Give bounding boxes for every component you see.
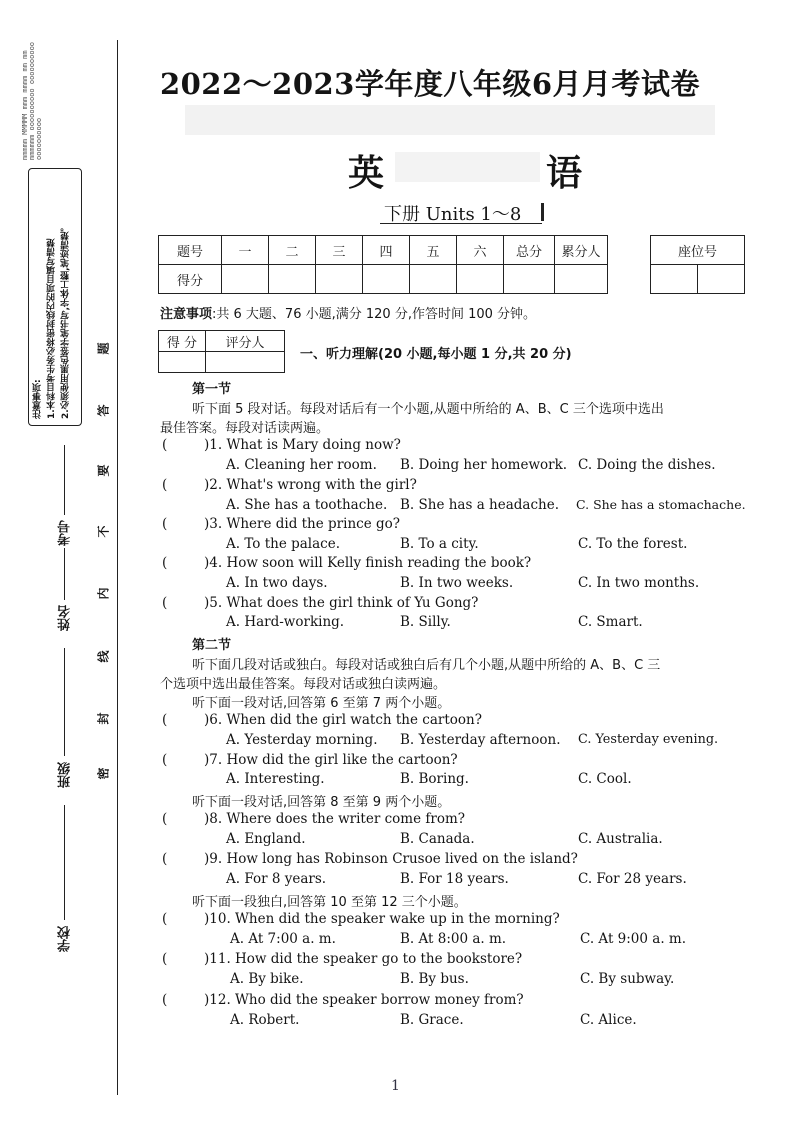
grader-score-label: 得 分 (159, 331, 206, 352)
score-input-cell[interactable] (410, 265, 457, 294)
score-cell: 五 (410, 236, 457, 265)
question-10: )10. When did the speaker wake up in the morning? (204, 911, 560, 927)
binding-line (117, 40, 118, 1095)
option-a: A. Hard-working. (226, 614, 345, 630)
subject-shade (395, 152, 540, 182)
score-cell: 二 (269, 236, 316, 265)
answer-paren[interactable]: ( (162, 851, 168, 867)
option-b: B. In two weeks. (400, 575, 514, 591)
option-a: A. England. (226, 831, 306, 847)
grader-table (158, 330, 285, 373)
volume-underline (380, 223, 542, 224)
id-label: 考号 (58, 520, 73, 546)
score-input-cell[interactable] (222, 265, 269, 294)
page-number: 1 (391, 1078, 400, 1094)
answer-paren[interactable]: ( (162, 992, 168, 1008)
question-3: )3. Where did the prince go? (204, 516, 400, 532)
option-c: C. For 28 years. (578, 871, 687, 887)
option-a: A. For 8 years. (226, 871, 327, 887)
intro-10-12: 听下面一段独白,回答第 10 至第 12 三个小题。 (192, 895, 467, 910)
option-c: C. By subway. (580, 971, 675, 987)
option-c: C. Australia. (578, 831, 663, 847)
option-b: B. Yesterday afternoon. (400, 732, 561, 748)
score-input-cell[interactable] (457, 265, 504, 294)
binding-notice-text (31, 175, 79, 419)
score-input-cell[interactable] (504, 265, 555, 294)
option-a: A. Robert. (230, 1012, 300, 1028)
score-cell: 一 (222, 236, 269, 265)
score-input-cell[interactable] (269, 265, 316, 294)
exam-notice-prefix: 注意事项 (160, 307, 213, 322)
class-label: 班级 (58, 762, 73, 788)
option-b: B. For 18 years. (400, 871, 509, 887)
school-label: 学校 (58, 926, 73, 952)
option-c: C. At 9:00 a. m. (580, 931, 686, 947)
score-input-cell[interactable] (555, 265, 608, 294)
option-a: A. To the palace. (226, 536, 341, 552)
answer-paren[interactable]: ( (162, 811, 168, 827)
score-input-cell[interactable] (363, 265, 410, 294)
score-cell: 三 (316, 236, 363, 265)
subject-char-2: 语 (546, 152, 583, 194)
grader-name-cell[interactable] (206, 352, 285, 373)
question-2: )2. What's wrong with the girl? (204, 477, 417, 493)
part1-instruction-1: 听下面 5 段对话。每段对话后有一个小题,从题中所给的 A、B、C 三个选项中选出 (192, 402, 664, 417)
score-table (158, 235, 608, 294)
option-a: A. Yesterday morning. (226, 732, 378, 748)
answer-paren[interactable]: ( (162, 516, 168, 532)
answer-paren[interactable]: ( (162, 712, 168, 728)
option-b: B. By bus. (400, 971, 469, 987)
name-label: 姓名 (58, 605, 73, 631)
binding-notice-box (28, 168, 82, 426)
answer-paren[interactable]: ( (162, 911, 168, 927)
option-c: C. Smart. (578, 614, 643, 630)
binding-notice-title: 注意事项: (33, 379, 43, 419)
part2-instruction-1: 听下面几段对话或独白。每段对话或独白后有几个小题,从题中所给的 A、B、C 三 (192, 658, 661, 673)
answer-paren[interactable]: ( (162, 555, 168, 571)
score-cell: 总分 (504, 236, 555, 265)
option-c: C. Alice. (580, 1012, 637, 1028)
score-table-score-row (159, 265, 608, 294)
id-field[interactable] (64, 445, 65, 515)
question-5: )5. What does the girl think of Yu Gong? (204, 595, 479, 611)
option-a: A. Interesting. (226, 771, 325, 787)
option-c: C. Cool. (578, 771, 632, 787)
score-cell: 六 (457, 236, 504, 265)
class-field[interactable] (64, 648, 65, 756)
subject-char-1: 英 (348, 152, 385, 194)
question-4: )4. How soon will Kelly finish reading the book? (204, 555, 532, 571)
grader-label: 评分人 (206, 331, 285, 352)
option-a: A. She has a toothache. (226, 497, 388, 513)
part1-instruction-2: 最佳答案。每段对话读两遍。 (160, 421, 330, 436)
binding-notice-2: 2.必须使用黑色签字笔书写,字体工整,笔迹清楚。 (61, 222, 71, 419)
question-8: )8. Where does the writer come from? (204, 811, 465, 827)
option-c: C. Doing the dishes. (578, 457, 716, 473)
seal-char: 线 (96, 650, 111, 663)
option-b: B. Boring. (400, 771, 469, 787)
seat-number-label: 座位号 (651, 236, 745, 265)
score-input-cell[interactable] (316, 265, 363, 294)
section-title: 一、听力理解(20 小题,每小题 1 分,共 20 分) (300, 347, 572, 362)
option-b: B. She has a headache. (400, 497, 559, 513)
question-7: )7. How did the girl like the cartoon? (204, 752, 458, 768)
binding-notice-1: 1.本科目考生务必将密封线内的项目填写清楚 (47, 238, 57, 419)
seal-char: 要 (96, 464, 111, 477)
answer-paren[interactable]: ( (162, 951, 168, 967)
binding-marks: mmmmm MMMMM mmm mmmm mm mm mmmmmm oooooooooo oooooooooo oooooooooo (21, 41, 43, 160)
option-c: C. To the forest. (578, 536, 688, 552)
score-cell: 题号 (159, 236, 222, 265)
option-b: B. To a city. (400, 536, 479, 552)
answer-paren[interactable]: ( (162, 437, 168, 453)
school-field[interactable] (64, 805, 65, 920)
title-shade (185, 105, 715, 135)
option-c: C. In two months. (578, 575, 700, 591)
option-a: A. In two days. (226, 575, 328, 591)
exam-title: 2022～2023学年度八年级6月月考试卷 (159, 67, 701, 101)
intro-8-9: 听下面一段对话,回答第 8 至第 9 两个小题。 (192, 795, 451, 810)
seal-char: 不 (96, 525, 111, 538)
question-12: )12. Who did the speaker borrow money from? (204, 992, 524, 1008)
seal-char: 封 (96, 712, 111, 725)
question-9: )9. How long has Robinson Crusoe lived on the island? (204, 851, 578, 867)
option-a: A. Cleaning her room. (226, 457, 377, 473)
question-1: )1. What is Mary doing now? (204, 437, 401, 453)
option-b: B. Grace. (400, 1012, 464, 1028)
answer-paren[interactable]: ( (162, 595, 168, 611)
score-row-label: 得分 (159, 265, 222, 294)
option-b: B. Canada. (400, 831, 475, 847)
seat-number-cell[interactable] (698, 265, 745, 294)
option-c: C. Yesterday evening. (578, 732, 719, 747)
option-c: C. She has a stomachache. (576, 497, 746, 512)
volume-label: 下册 Units 1～8 (384, 204, 522, 225)
intro-6-7: 听下面一段对话,回答第 6 至第 7 两个小题。 (192, 696, 451, 711)
option-a: A. At 7:00 a. m. (230, 931, 336, 947)
seal-char: 答 (96, 404, 111, 417)
score-cell: 累分人 (555, 236, 608, 265)
part2-heading: 第二节 (192, 638, 232, 653)
volume-bar (541, 203, 544, 221)
question-11: )11. How did the speaker go to the bookstore? (204, 951, 523, 967)
option-b: B. At 8:00 a. m. (400, 931, 507, 947)
seal-char: 题 (96, 342, 111, 355)
seat-number-table (650, 235, 745, 294)
exam-notice (160, 303, 536, 322)
answer-paren[interactable]: ( (162, 752, 168, 768)
question-6: )6. When did the girl watch the cartoon? (204, 712, 482, 728)
option-b: B. Doing her homework. (400, 457, 568, 473)
answer-paren[interactable]: ( (162, 477, 168, 493)
option-a: A. By bike. (230, 971, 304, 987)
grader-score-cell[interactable] (159, 352, 206, 373)
seal-char: 内 (96, 587, 111, 600)
exam-notice-text: :共 6 大题、76 小题,满分 120 分,作答时间 100 分钟。 (212, 307, 537, 322)
score-cell: 四 (363, 236, 410, 265)
seal-char: 密 (96, 767, 111, 780)
name-field[interactable] (64, 548, 65, 600)
score-table-header-row (159, 236, 608, 265)
part2-instruction-2: 个选项中选出最佳答案。每段对话或独白读两遍。 (160, 677, 447, 692)
part1-heading: 第一节 (192, 382, 232, 397)
option-b: B. Silly. (400, 614, 451, 630)
seat-number-cell[interactable] (651, 265, 698, 294)
